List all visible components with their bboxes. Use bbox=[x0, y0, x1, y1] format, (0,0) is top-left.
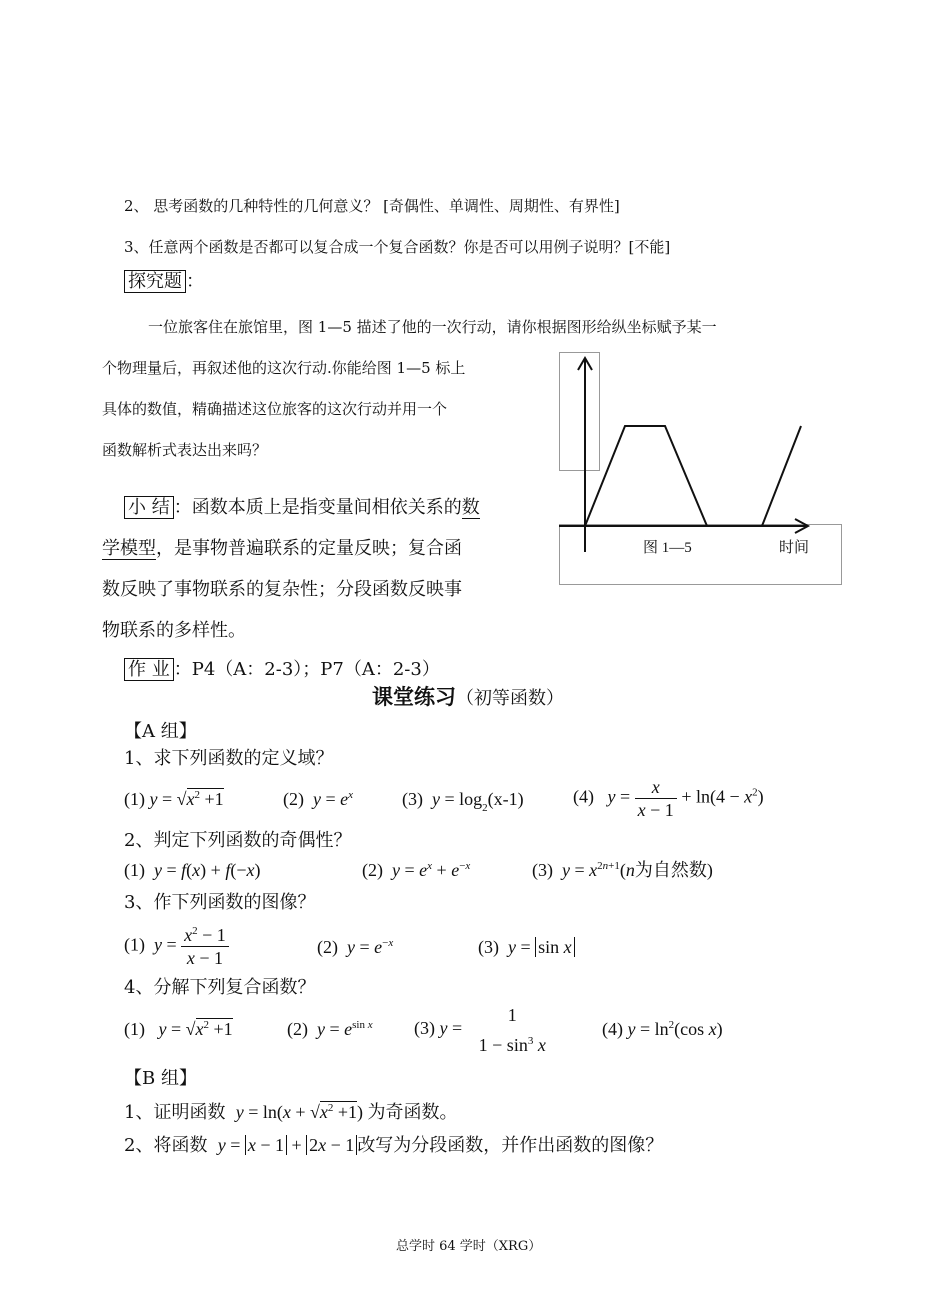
question-3: 3、任意两个函数是否都可以复合成一个复合函数？你是否可以用例子说明？[不能] bbox=[124, 238, 671, 256]
homework-line bbox=[124, 661, 440, 679]
summary-text-1b: 数 bbox=[461, 497, 480, 518]
explore-line-2: 个物理量后，再叙述他的这次行动.你能给图 1—5 标上 bbox=[102, 359, 466, 377]
homework-text: ：P4（A：2-3）；P7（A：2-3） bbox=[173, 659, 440, 680]
a4-item-2: (2) $y = e^{sin x}$ bbox=[287, 1019, 373, 1039]
a1-item-1: (1) $y = √x^2 +1$ bbox=[124, 789, 224, 809]
group-b-q2-suffix: 改写为分段函数，并作出函数的图像？ bbox=[357, 1135, 664, 1156]
group-b-q1-formula: $y = \ln(x + √x^2 +1)$ bbox=[235, 1102, 368, 1122]
practice-title bbox=[372, 687, 564, 708]
summary-label: 小 结 bbox=[124, 496, 174, 519]
group-b-q2-formula: y = x − 1 + 2x − 1 bbox=[213, 1135, 357, 1155]
explore-line-4: 函数解析式表达出来吗？ bbox=[102, 441, 268, 459]
figure-caption: 图 1—5 bbox=[643, 540, 692, 556]
explore-heading bbox=[124, 273, 204, 291]
figure-frame-top bbox=[560, 353, 600, 471]
homework-label: 作 业 bbox=[124, 658, 174, 681]
practice-subtitle: （初等函数） bbox=[456, 688, 564, 709]
a4-item-4: (4) $y = \ln^2(\cos$ x) bbox=[602, 1019, 723, 1039]
group-b-q2-prefix: 2、将函数 bbox=[124, 1135, 208, 1156]
a2-item-2: (2) $y = e^x + e^{-x}$ bbox=[362, 860, 471, 880]
a3-item-2: (2) $y = e^{-x}$ bbox=[317, 937, 394, 957]
figure-1-5 bbox=[559, 352, 843, 586]
a1-item-3: (3) $y = \log_2(x-1)$ bbox=[402, 789, 524, 814]
explore-line-1: 一位旅客住在旅馆里，图 1—5 描述了他的一次行动，请你根据图形给纵坐标赋予某一 bbox=[148, 318, 717, 336]
a2-item-1: (1) y = f(x) + f(−x) bbox=[124, 860, 261, 880]
group-b-q2 bbox=[124, 1136, 663, 1155]
figure-graph bbox=[559, 352, 843, 586]
summary-line-1 bbox=[124, 499, 480, 517]
summary-text-2b: ，是事物普遍联系的定量反映；复合函 bbox=[156, 538, 462, 559]
a1-item-4: (4) y = $\frac{x}{x - 1}$ + $\ln(4 - x^2)$ bbox=[573, 777, 764, 820]
journey-line bbox=[585, 426, 801, 526]
footer: 总学时 64 学时（XRG） bbox=[396, 1239, 542, 1254]
summary-line-3: 数反映了事物联系的复杂性；分段函数反映事 bbox=[102, 579, 462, 600]
figure-xlabel: 时间 bbox=[779, 540, 810, 556]
group-a-q1: 1、求下列函数的定义域？ bbox=[124, 748, 334, 769]
explore-colon: ： bbox=[186, 271, 204, 292]
a4-item-3: (3) y = 1 $1 - \sin^3 x$ bbox=[414, 1005, 546, 1055]
a4-item-1: (1) $y = √x^2 +1$ bbox=[124, 1019, 233, 1039]
a3-item-1: (1) y = $\frac{x^2 - 1}{x - 1}$ bbox=[124, 926, 229, 967]
explore-label: 探究题 bbox=[124, 270, 186, 293]
a3-item-3: (3) y = sin x bbox=[478, 938, 575, 956]
practice-title-text: 课堂练习 bbox=[372, 685, 456, 709]
a2-item-3: (3) $y = x^{2n+1}(n$为自然数) bbox=[532, 860, 713, 880]
explore-line-3: 具体的数值，精确描述这位旅客的这次行动并用一个 bbox=[102, 400, 448, 418]
group-b-q1 bbox=[124, 1103, 458, 1122]
group-b-label: 【B 组】 bbox=[124, 1068, 197, 1089]
group-b-q1-prefix: 1、证明函数 bbox=[124, 1102, 226, 1123]
group-b-q1-suffix: 为奇函数。 bbox=[367, 1102, 458, 1123]
summary-text-1a: ：函数本质上是指变量间相依关系的 bbox=[173, 497, 462, 518]
summary-text-2a: 学模型 bbox=[102, 538, 156, 559]
group-a-q3: 3、作下列函数的图像？ bbox=[124, 892, 316, 913]
summary-line-4: 物联系的多样性。 bbox=[102, 620, 246, 641]
group-a-label: 【A 组】 bbox=[124, 721, 197, 742]
a1-item-2: (2) $y = e^x$ bbox=[283, 789, 354, 809]
group-a-q4: 4、分解下列复合函数？ bbox=[124, 977, 316, 998]
summary-line-2 bbox=[102, 540, 462, 558]
group-a-q2: 2、判定下列函数的奇偶性？ bbox=[124, 830, 352, 851]
question-2: 2、 思考函数的几种特性的几何意义？ [奇偶性、单调性、周期性、有界性] bbox=[124, 197, 620, 215]
